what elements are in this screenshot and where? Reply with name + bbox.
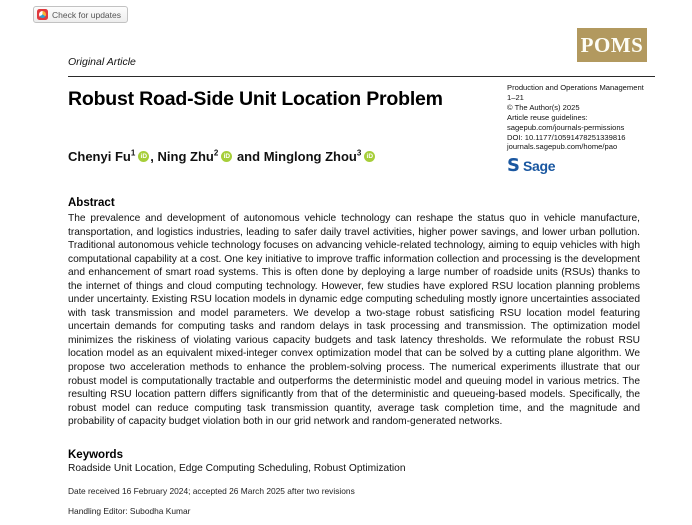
poms-logo-text: POMS (580, 32, 644, 57)
keywords-heading: Keywords (68, 449, 123, 461)
article-type-label: Original Article (68, 56, 136, 68)
reuse-guidelines-label: Article reuse guidelines: (507, 112, 588, 122)
orcid-icon[interactable]: iD (364, 151, 375, 162)
author-separator: and (236, 149, 261, 164)
permissions-url[interactable]: sagepub.com/journals-permissions (507, 122, 625, 132)
journal-metadata-block (507, 83, 672, 152)
copyright-line: © The Author(s) 2025 (507, 102, 580, 112)
header-divider (68, 76, 655, 77)
paper-title: Robust Road-Side Unit Location Problem (68, 88, 443, 110)
crossmark-icon (37, 9, 48, 20)
author-name: Ning Zhu (157, 149, 214, 164)
author-affiliation-sup: 2 (213, 148, 219, 158)
sage-publisher-logo (507, 155, 556, 176)
sage-s-icon: S (507, 155, 520, 176)
page-range: 1–21 (507, 92, 524, 102)
check-for-updates-button[interactable] (33, 6, 128, 23)
author-name: Chenyi Fu (68, 149, 131, 164)
keywords-list: Roadside Unit Location, Edge Computing Scheduling, Robust Optimization (68, 463, 406, 474)
orcid-icon[interactable]: iD (221, 151, 232, 162)
author-affiliation-sup: 1 (130, 148, 136, 158)
author-byline (68, 149, 376, 164)
author-name: Minglong Zhou (263, 149, 357, 164)
author-affiliation-sup: 3 (356, 148, 362, 158)
doi-line[interactable]: DOI: 10.1177/10591478251339816 (507, 132, 626, 142)
sage-logo-text: Sage (522, 158, 556, 174)
poms-journal-logo (577, 28, 647, 62)
author-separator: , (150, 149, 154, 164)
orcid-icon[interactable]: iD (138, 151, 149, 162)
abstract-text: The prevalence and development of autonomous vehicle technology can reshape the status quo in vehicle manufacture, transportation, and logistics industries, leading to safer daily travel activities, higher power savings, and lower urban pollution. Traditional autonomous vehicle technology focuses on advancing vehicle-related technology, aiming to equip vehicles with high computational capability at a cost. One key initiative to improve traffic information collection and processing is the development and enhancement of smart road systems. This is often done by deploying a large number of roadside units (RSUs) thanks to the internet of things and cloud computing technology. However, few studies have explored RSU location planning problems under uncertainty. Existing RSU location models in dynamic edge computing scheduling mostly ignore uncertainties associated with task transmission and model parameters. We develop a two-stage robust satisficing RSU location model featuring uncertain demands for computing tasks and random delays in task processing and transmission. The optimization model minimizes the riskiness of violating various capacity budgets and task latency thresholds. We reformulate the robust RSU location model as an equivalent mixed-integer convex optimization model that can be solved by a cutting plane algorithm. We propose two acceleration methods to enhance the problem-solving process. The numerical experiments illustrate that our robust model is computationally tractable and outperforms the deterministic model and queuing model in various metrics. The resulting RSU location pattern differs significantly from that of the deterministic and queueing-based models. Specifically, the robust model can reduce computing task transmission quantity, average task completion time, and the magnitude and probability of capacity budget violation both in our grid network and random-generated networks. (68, 213, 640, 428)
received-accepted-dates: Date received 16 February 2024; accepted 26 March 2025 after two revisions (68, 486, 355, 496)
handling-editor-note: Handling Editor: Subodha Kumar (68, 506, 191, 516)
journal-home-url[interactable]: journals.sagepub.com/home/pao (507, 142, 618, 152)
abstract-heading: Abstract (68, 197, 115, 209)
check-for-updates-label: Check for updates (52, 9, 121, 20)
journal-name: Production and Operations Management (507, 83, 644, 92)
